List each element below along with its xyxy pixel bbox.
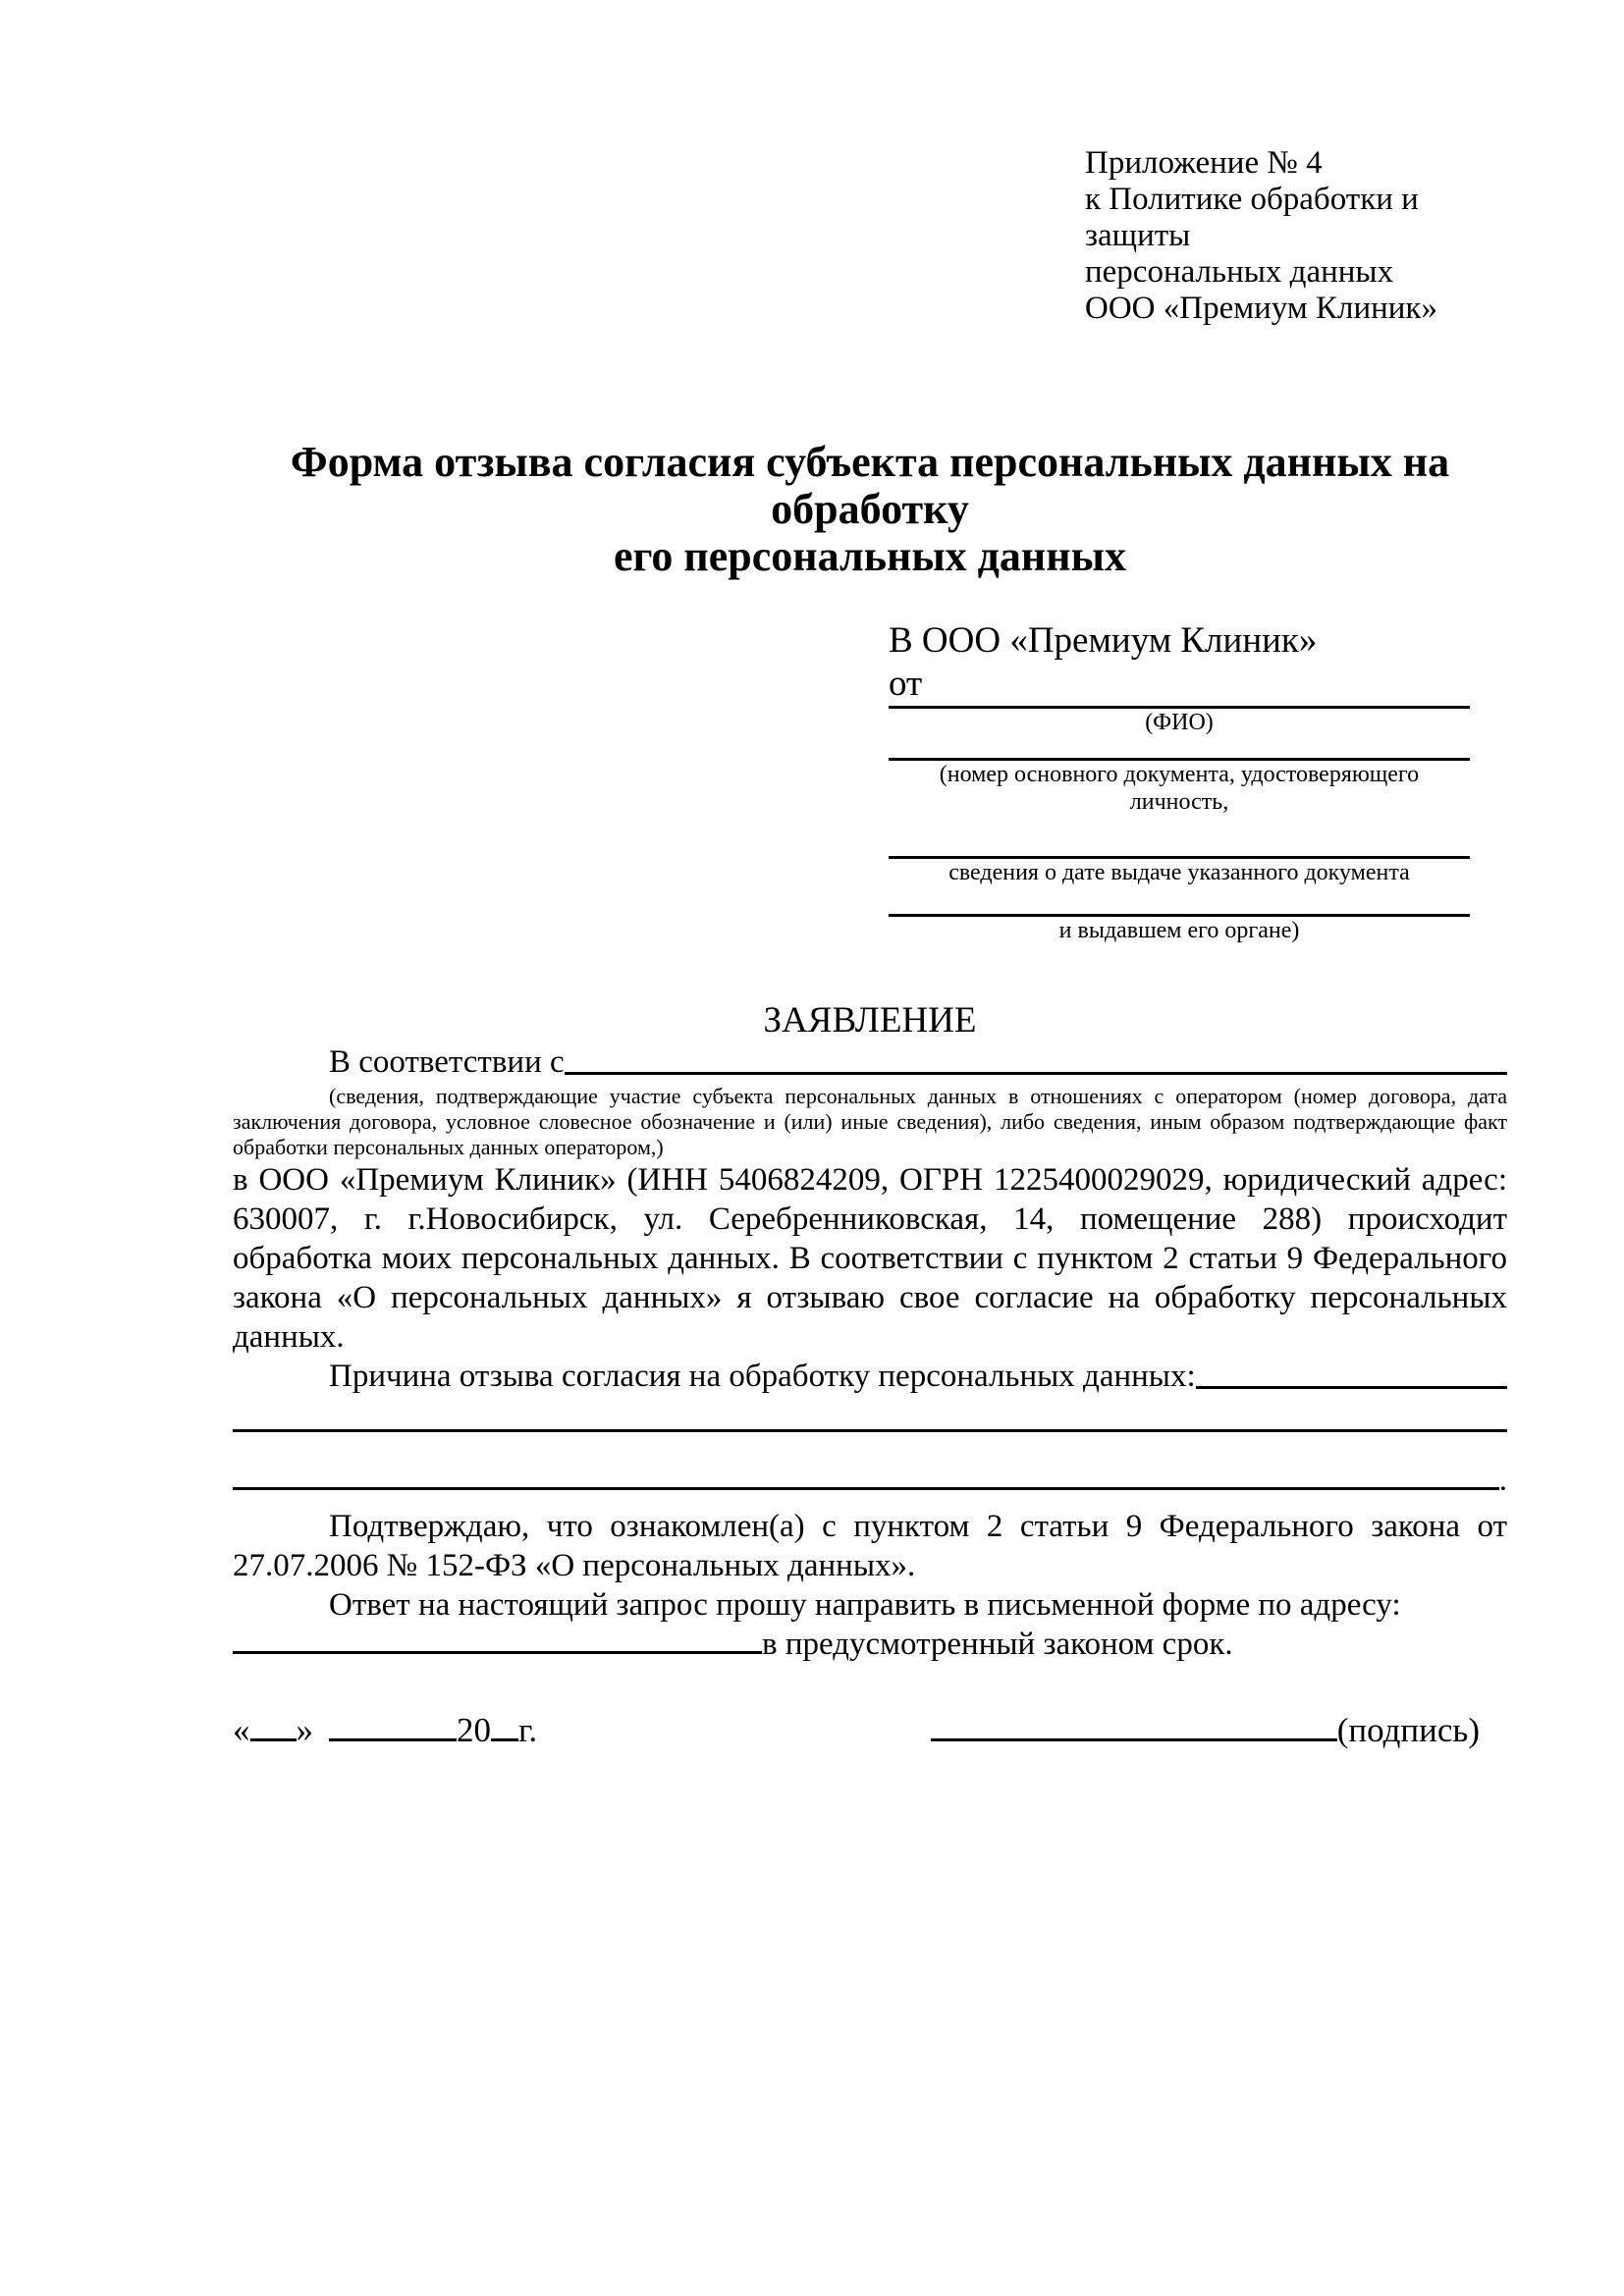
issue-date-caption: сведения о дате выдаче указанного документа bbox=[948, 860, 1410, 885]
document-number-caption: (номер основного документа, удостоверяющего личность, bbox=[939, 762, 1420, 815]
body-paragraph: в ООО «Премиум Клиник» (ИНН 5406824209, ОГРН 1225400029029, юридический адрес: 630007, г. г.Новосибирск, ул. Серебренниковская, 14, помещение 288) происходит обработка моих персональных данных. В соответствии с пунктом 2 статьи 9 Федерального закона «О персональных данных» я отзываю свое согласие на обработку персональных данных. bbox=[233, 1162, 1507, 1355]
month-blank-line bbox=[329, 1737, 457, 1741]
appendix-note bbox=[1085, 145, 1507, 327]
document-number-blank-line bbox=[889, 736, 1470, 761]
addressee-to: В ООО «Премиум Клиник» bbox=[889, 620, 1318, 661]
reason-blank-line bbox=[1196, 1386, 1507, 1389]
signature-field bbox=[931, 1709, 1480, 1752]
appendix-line: Приложение № 4 bbox=[1085, 145, 1323, 181]
reply-address-blank-line bbox=[233, 1650, 762, 1654]
reason-write-line-2 bbox=[233, 1432, 1507, 1497]
confirmation-paragraph: Подтверждаю, что ознакомлен(а) с пунктом 2 статьи 9 Федерального закона от 27.07.2006 № 152-ФЗ «О персональных данных». bbox=[233, 1509, 1507, 1583]
day-blank-line bbox=[250, 1737, 297, 1741]
appendix-line: ООО «Премиум Клиник» bbox=[1085, 291, 1437, 326]
document-title bbox=[233, 439, 1507, 580]
intro-line bbox=[233, 1042, 1507, 1082]
reply-address-line bbox=[233, 1625, 1507, 1664]
reason-line bbox=[233, 1357, 1507, 1396]
issuing-authority-blank-line bbox=[889, 886, 1470, 917]
signature-blank-line bbox=[931, 1737, 1337, 1741]
year-blank-line bbox=[491, 1737, 518, 1741]
reply-request-paragraph: Ответ на настоящий запрос прошу направить в письменной форме по адресу: bbox=[329, 1587, 1401, 1623]
appendix-line: персональных данных bbox=[1085, 254, 1394, 290]
document-title-line2: его персональных данных bbox=[613, 532, 1126, 580]
reason-write-line-2-rule bbox=[233, 1487, 1499, 1490]
reason-line-terminator: . bbox=[1498, 1463, 1507, 1498]
intro-footnote: (сведения, подтверждающие участие субъекта персональных данных в отношениях с оператором (номер договора, дата заключения договора, условное словесное обозначение и (или) иные сведения), либо сведения, иным образом подтверждающие факт обработки персональных данных оператором,) bbox=[233, 1084, 1507, 1159]
intro-blank-line bbox=[565, 1072, 1507, 1075]
reason-label: Причина отзыва согласия на обработку персональных данных: bbox=[329, 1359, 1196, 1394]
fio-caption: (ФИО) bbox=[1145, 710, 1214, 735]
year-suffix: г. bbox=[518, 1711, 538, 1749]
reply-tail: в предусмотренный законом срок. bbox=[762, 1627, 1233, 1662]
issuing-authority-caption: и выдавшем его органе) bbox=[1058, 918, 1300, 943]
signature-caption: (подпись) bbox=[1336, 1711, 1480, 1749]
year-prefix: 20 bbox=[457, 1711, 491, 1749]
statement-heading: ЗАЯВЛЕНИЕ bbox=[763, 1000, 977, 1041]
document-title-line1: Форма отзыва согласия субъекта персональных данных на обработку bbox=[290, 438, 1450, 533]
date-open-quote: « bbox=[233, 1711, 250, 1749]
signoff-row bbox=[233, 1709, 1507, 1752]
addressee-from-label: от bbox=[889, 664, 923, 704]
reason-write-line-1 bbox=[233, 1396, 1507, 1432]
addressee-block bbox=[889, 619, 1470, 944]
appendix-line: к Политике обработки и защиты bbox=[1085, 182, 1419, 253]
issue-date-blank-line bbox=[889, 816, 1470, 859]
date-field bbox=[233, 1709, 537, 1752]
intro-label: В соответствии с bbox=[329, 1044, 565, 1080]
date-close-quote: » bbox=[296, 1711, 313, 1749]
